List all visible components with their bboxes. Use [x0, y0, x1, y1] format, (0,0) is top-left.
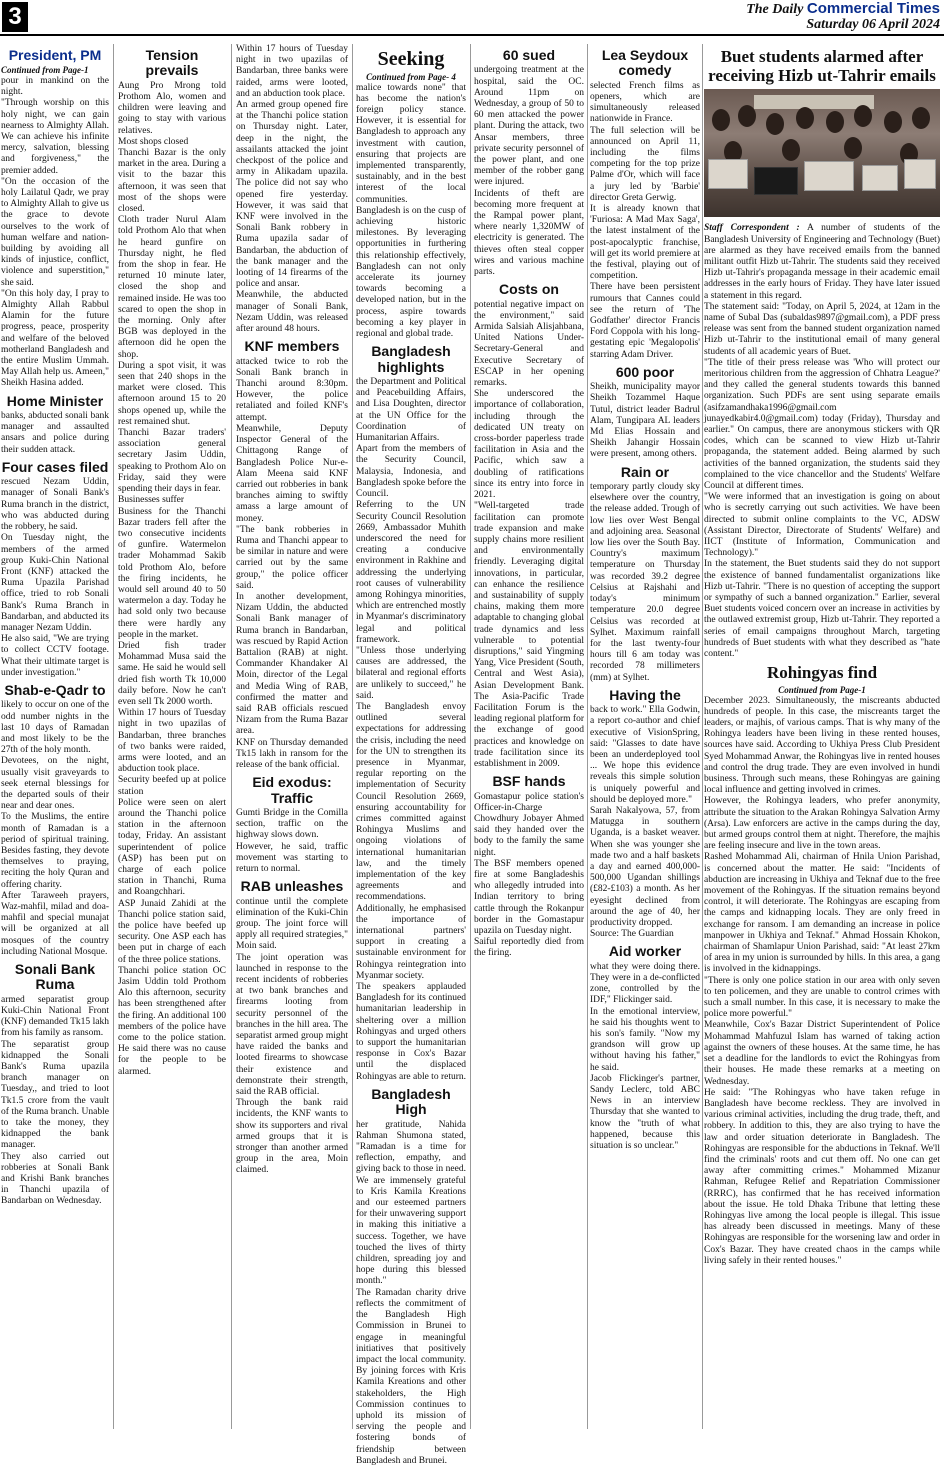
protest-sign	[904, 159, 936, 189]
column-divider	[231, 44, 232, 1429]
article-body: temporary partly cloudy sky elsewhere over the country, the release added. Trough of low lies over West Bengal and adjoining area. Seasonal low lies over the South Bay. Country's maximum temperature on Thursday was recorded 39.2 degree Celsius at Rajshahi and today's minimum temperature 20.0 degree Celsius was recorded at Sylhet. Maximum rainfall for the last twenty-four hours till 6 am today was recorded 78 millimeters (mm) at Sylhet.	[590, 482, 700, 683]
headline-knf-members: KNF members	[244, 338, 340, 355]
headline-sixty-sued: 60 sued	[502, 47, 556, 63]
column-divider	[470, 44, 471, 1429]
column-1	[1, 44, 109, 1429]
headline-sonali-bank-ruma: Sonali Bank Ruma	[14, 961, 96, 993]
protest-sign	[862, 165, 898, 191]
article-body: Sheikh, municipality mayor Sheikh Tozammel Haque Tutul, district leader Badrul Alam, Tungipara AL leaders Md Elias Hossain and Sheikh Jahangir Hossain were present, among others.	[590, 382, 700, 460]
headline-rain-or: Rain or	[620, 463, 670, 480]
article-body: selected French films as openers, which are simultaneously released nationwide in France. The full selection will be announced on April 11, including the films competing for the top prize Palme d'Or, which will face a jury led by 'Barbie' director Greta Gerwig. It is already known that 'Furiosa: A Mad Max Saga', the latest instalment of the post-apocalyptic franchise, will get its world premiere at the festival, playing out of competition. There have been persistent rumours that Cannes could see the return of 'The Godfather' director Francis Ford Coppola with his long-gestating epic 'Megalopolis' starring Adam Driver.	[590, 80, 701, 360]
crowd-figure	[782, 139, 800, 161]
article-body: armed separatist group Kuki-Chin National Front (KNF) demanded Tk15 lakh from his family as ransom. The separatist group kidnapped the Sonali Bank's Ruma upazila branch manager on Tuesday,, and tried to loot Tk1.5 crore from the vault of the Ruma branch. Unable to take the money, they kidnapped the bank manager. They also carried out robberies at Sonali Bank and Krishi Bank branches in Thanchi upazila of Bandarban on Wednesday.	[1, 994, 109, 1207]
protest-sign	[804, 161, 854, 191]
article-body: Gomastapur police station's Officer-in-Charge Chowdhury Jobayer Ahmed said they handed over the body to the family the same night. The BSF members opened fire at some Bangladeshis who allegedly intruded into Indian territory to bring cattle through the Rokanpur border in the Gomastapur upazila on Tuesday night. Saiful reportedly died from the firing.	[474, 791, 584, 959]
headline-home-minister: Home Minister	[6, 392, 104, 409]
article-body: Aung Pro Mrong told Prothom Alo, women and children were leaving and going to stay with various relatives. Most shops closed Thanchi Bazar is the only market in the area. During a visit to the bazar this afternoon, it was seen that most of the shops were closed. Cloth trader Nurul Alam told Prothom Alo that when he heard gunfire on Thursday night, he fled from the shop in fear. He returned 10 minute later, closed the shop and remained inside. He was too scared to open the shop in the morning. Only after BGB was deployed in the afternoon did he open the shop. During a spot visit, it was seen that 240 shops in the market were closed. This afternoon around 15 to 20 shops opened up, while the rest remained shut. Thanchi Bazar traders' association general secretary Jasim Uddin, speaking to Prothom Alo on Friday, said they were spending their days in fear. Businesses suffer Business for the Thanchi Bazar traders fell after the two consecutive incidents of gunfire. Watermelon trader Mohammad Sakib told Prothom Alo, before the firing incidents, he would sell around 40 to 50 watermelon a day. Today he had sold only two because there were hardly any people in the market. Dried fish trader Mohammad Musa said the same. He said he would sell dried fish worth Tk 10,000 daily before. Now he can't even sell Tk 2000 worth. Within 17 hours of Tuesday night in two upazilas of Bandarban, three branches of two banks were raided, arms were looted, and an abduction took place. Security beefed up at police station Police were seen on alert around the Thanchi police station in the afternoon today, Friday. An assistant superintendent of police (ASP) has been put on charge of each police station in Thanchi, Ruma and Roangchhari. ASP Junaid Zahidi at the Thanchi police station said, the police have beefed up security. One ASP each has been put in charge of each of the three police stations. Thanchi police station OC Jasim Uddin told Prothom Alo this afternoon, security has been strengthened after the firing. An additional 100 members of the police have come to the police station. He said there was no cause for the people to be alarmed.	[118, 80, 226, 1077]
headline-bangladesh-high: Bangladesh High	[371, 1085, 451, 1118]
issue-date: Saturday 06 April 2024	[806, 17, 940, 32]
column-7	[704, 44, 940, 1429]
headline-rohingyas: Rohingyas find	[766, 663, 878, 683]
headline-bsf-hands: BSF hands	[492, 773, 566, 790]
page-number: 3	[2, 2, 28, 32]
headline-600-poor: 600 poor	[615, 363, 675, 380]
headline-seeking: Seeking	[377, 48, 445, 70]
article-body: potential negative impact on the environment," said Armida Salsiah Alisjahbana, United Nations Under-Secretary-General and Executive Secretary of ESCAP in her opening remarks. She underscored the importance of collaboration, including through the dedicated UN treaty on cross-border paperless trade facilitation in Asia and the Pacific, which saw a doubling of ratifications since its entry into force in 2021. "Well-targeted trade facilitation can promote trade expansion and make supply chains more resilient and environmentally friendly. Leveraging digital innovations, in particular, can enhance the resilience and sustainability of supply chains, making them more adaptable to changing global trade dynamics and less vulnerable to potential disruptions," said Yingming Yang, Vice President (South, Central and West Asia), Asian Development Bank. The Asia-Pacific Trade Facilitation Forum is the leading regional platform for the exchange of good practices and knowledge on trade facilitation since its establishment in 2009.	[474, 299, 585, 769]
headline-shab-e-qadr: Shab-e-Qadr to	[4, 681, 106, 698]
crowd-figure	[854, 105, 872, 127]
paper-title: Commercial Times	[806, 0, 940, 17]
continued-note: Continued from Page-1	[778, 684, 866, 695]
continued-note: Continued from Page-1	[1, 65, 89, 76]
article-body: December 2023. Simultaneously, the miscreants abducted hundreds of people. In this case, the miscreants target the leaders, or majhis, of various camps. That is why many of the Rohingya leaders have been living in these rented houses, sources have said. According to Ukhiya Press Club President Syed Mohammad Anwar, the Rohingyas live in rented houses and control the drug trade. They are even involved in hundi business. Through such means, these Rohingyas are gaining local influence and getting involved in crimes. However, the Rohingya leaders, who prefer anonymity, attribute the situation to the Arakan Rohingya Salvation Army (Arsa). Law enforcers are active in the camps during the day, but armed groups control them at night. Therefore, the majhis are feeling insecure and live in the town areas. Rashed Mohammad Ali, chairman of Hnila Union Parishad, is concerned about the matter. He said: "Incidents of abduction are increasing in Ukhiya and Teknaf due to the free movement of the Rohingyas. If the situation remains beyond control, it will deteriorate. The Rohingyas are escaping from the camps and kidnapping locals. They are only freed in exchange for ransom. I am demanding an increase in police manpower in Ukhiya and Teknaf." Ahmad Hossain Khokon, chairman of Shamlapur Union Parishad, said: "At least 27km of area in my union is surrounded by hills. In this area, a gang is involved in the kidnappings. "There is only one police station in our area with only seven to ten policemen, and they are unable to control crimes with such a small number. In this case, it is necessary to make the police more powerful." Meanwhile, Cox's Bazar District Superintendent of Police Mohammad Mahfuzul Islam has warned of taking action against the owners of these houses. At the same time, he has set a deadline for the landlords to evict the Rohingyas from their houses. He made these remarks at a meeting on Wednesday. He said: "The Rohingyas who have taken refuge in Bangladesh have become reckless. They are involved in various criminal activities, including the drug trade, theft, and robbery. In addition to this, they are also trying to have the law and order situation deteriorate in Bangladesh. The Rohingyas are responsible for the abductions in Teknaf. We'll find the criminals' roots and cut them off. No one can get away after committing crimes." Mohammed Mizanur Rahman, Refugee Relief and Repatriation Commissioner (RRRC), has confirmed that he has received information about the issue. He told Dhaka Tribune that letting these Rohingyas live among the local people is illegal. This issue has already been discussed in meetings. Many of these Rohingyas are responsible for the worsening law and order in Cox's Bazar. They have created chaos in the camps while living safely in their rented houses."	[704, 695, 940, 1266]
headline-president: President, PM	[8, 47, 102, 63]
article-body: the Department and Political and Peacebuilding Affairs, and Lisa Doughten, director at the UN Office for the Coordination of Humanitarian Affairs. Apart from the members of the Security Council, Malaysia, Indonesia, and Bangladesh spoke before the Council. Referring to the UN Security Council Resolution 2669, Ambassador Muhith underscored the need for creating a conducive environment in Rakhine and addressing the underlying root causes of vulnerability among Rohingya minorities, which are entrenched mostly in Myanmar's discriminatory legal and political framework. "Unless those underlying causes are addressed, the bilateral and regional efforts are unlikely to succeed," he said. The Bangladesh envoy outlined several expectations for addressing the crisis, including the need for the UN to strengthen its presence in Myanmar, regular reporting on the implementation of Security Council Resolution 2669, ensuring accountability for crimes committed against Rohingya Muslims and ongoing violations of international humanitarian law, and the timely implementation of the key agreements and recommendations. Additionally, he emphasised the importance of international partners' support in creating a sustainable environment for Rohingya reintegration into Myanmar society. The speakers applauded Bangladesh for its continued humanitarian leadership in sheltering over a million Rohingyas and urged others to support the humanitarian response in Cox's Bazar until the displaced Rohingyas are able to return.	[356, 377, 467, 1082]
article-body: rescued Nezam Uddin, manager of Sonali Bank's Ruma branch in the district, who was abducted during the robbery, he said. On Tuesday night, the members of the armed group Kuki-Chin National Front (KNF) attacked the Ruma Upazila Parishad office, tried to rob Sonali Bank's Ruma Branch in Bandarban, and abducted its manager Nezam Uddin. He also said, "We are trying to collect CCTV footage. What their ultimate target is under investigation."	[1, 477, 109, 678]
article-body: Gumti Bridge in the Comilla section, traffic on the highway slows down. However, he said, traffic movement was starting to return to normal.	[236, 807, 348, 874]
headline-buet: Buet students alarmed after receiving Hizb ut-Tahrir emails	[708, 47, 936, 85]
article-body: back to work." Ella Godwin, a report co-author and chief executive of VisionSpring, said: "Glasses to date have been an underdeployed tool ... We hope this evidence reveals this simple solution is uniquely powerful and should be deployed more." Sarah Nakalyowa, 57, from Matugga in southern Uganda, is a basket weaver. When she was younger she made two and a half baskets a day and earned 400,000-500,000 Ugandan shillings (£82-£103) a month. As her eyesight declined from around the age of 40, her productivity dropped. Source: The Guardian	[590, 705, 700, 940]
headline-tension-prevails: Tension prevails	[145, 47, 199, 79]
continued-note: Continued from Page- 4	[366, 72, 456, 82]
headline-having-the: Having the	[609, 686, 681, 703]
crowd-figure	[796, 107, 814, 129]
article-body: what they were doing there. They were in a de-conflicted zone, controlled by the IDF," Flickinger said. In the emotional interview, he said his thoughts went to his son's family. "Now my grandson will grow up without having his father," he said. Jacob Flickinger's partner, Sandy Leclerc, told ABC News in an interview Thursday that she wanted to know the "truth of what happened, because this situation is so unclear."	[590, 961, 700, 1152]
article-lead-text: A number of students of the Bangladesh University of Engineering and Technology (Buet) are alarmed as they have received emails from the banned militant outfit Hizb ut-Tahrir. The students said they received Hizb ut-Tahrir's propaganda message in their academic email addresses in the early hours of Friday. They have later issued a statement in this regard.	[704, 223, 941, 301]
article-lead	[704, 223, 940, 301]
headline-aid-worker: Aid worker	[608, 943, 682, 960]
column-2	[118, 44, 226, 1429]
crowd-figure	[738, 105, 756, 127]
article-body: continue until the complete elimination of the Kuki-Chin group. The joint force will apply all required strategies," Moin said. The joint operation was launched in response to the recent incidents of robberies at two bank branches and firearms looting from security personnel of the branches in the hill area. The separatist armed group might have raided the banks and looted firearms to showcase their existence and demonstrate their strength, said the RAB official. Through the bank raid incidents, the KNF wants to show its supporters and rival armed groups that it is stronger than another armed group in the area, Moin claimed.	[236, 896, 348, 1176]
headline-four-cases: Four cases filed	[1, 458, 109, 475]
headline-eid-exodus: Eid exodus: Traffic	[252, 774, 332, 806]
article-body: attacked twice to rob the Sonali Bank branch in Thanchi around 8:30pm. However, the police retaliated and foiled KNF's attempt. Meanwhile, Deputy Inspector General of the Chittagong Range of Bangladesh Police Nur-e-Alam Meena said KNF carried out robberies in bank branches aiming to swiftly amass a large amount of money. "The bank robberies in Ruma and Thanchi appear to be similar in nature and were carried out by the same group," the police officer said. In another development, Nizam Uddin, the abducted Sonali Bank manager of Ruma branch in Bandarban, was rescued by Rapid Action Battalion (RAB) at night. Commander Khandaker Al Moin, director of the Legal and Media Wing of RAB, confirmed the matter and said RAB officials rescued Nizam from the Ruma Bazar area. KNF on Thursday demanded Tk15 lakh in ransom for the release of the bank official.	[236, 356, 348, 770]
crowd-figure	[826, 111, 844, 133]
masthead	[0, 0, 944, 36]
crowd-figure	[912, 107, 930, 129]
column-divider	[113, 44, 114, 1429]
byline: Staff Correspondent :	[704, 223, 800, 234]
paper-prefix: The Daily	[746, 2, 804, 17]
column-6	[590, 44, 700, 1429]
paper-name	[746, 0, 940, 18]
column-divider	[702, 44, 703, 1429]
article-body: The statement said: "Today, on April 5, 2024, at 12am in the name of Subal Das (subaldas9897@gmail.com), a PDF press release was sent from the banned student organization named Hizb ut-Tahrir to the institutional email of many general students of all academic years of Buet. "The title of their press release was 'Who will protect our meritorious children from the aggression of Chhatra League?' and they called the general students towards this banned organization. Such PDFs are sent using separate emails (asifzamandhaka1996@gmail.com junayedkabir4.0@gmail.com) today (Friday), Thursday and earlier." On campus, there are anonymous stickers with QR codes, which can be scanned to view Hizb ut-Tahrir propaganda, the statement added. Being alarmed by such activities of the banned organization, the students said they complained to the vice chancellor and the Students' Welfare Council at different times. "We were informed that an investigation is going on about who is secretly carrying out such activities. We have been directed to submit online complaints to the VC, ADSW (Assistant Director, Directorate of Students' Welfare) and IICT (Institute of Information, Communication and Technology)." In the statement, the Buet students said they do not support the existence of banned fundamentalist organizations like Hizb ut-Tahrir. "There is no question of accepting the support or sympathy of such a banned organization." Earlier, several Buet students voiced concern over an increase in activities by the outlawed extremist group, Hizb ut-Tahrir. They reported a series of email campaigns throughout March, targeting hundreds of Buet students with what they described as "hate content."	[704, 301, 940, 660]
article-body: Within 17 hours of Tuesday night in two upazilas of Bandarban, three banks were raided, arms were looted, and an abduction took place. An armed group opened fire at the Thanchi police station on Thursday night. Later, deep in the night, the assailants attacked the joint checkpost of the police and army in Alikadam upazila. The police did not say who opened fire yesterday. However, it was said that KNF were involved in the Sonali Bank robbery in Ruma upazila sadar of Bandarban, the abduction of the bank manager and the looting of 14 firearms of the police and ansar. Meanwhile, the abducted manager of Sonali Bank, Nezam Uddin, was released after around 48 hours.	[236, 44, 348, 335]
crowd-figure	[766, 113, 784, 135]
article-body: likely to occur on one of the odd number nights in the last 10 days of Ramadan and most likely to be the 27th of the holy month. Devotees, on the night, usually visit graveyards to seek eternal blessings for the departed souls of their near and dear ones. To the Muslims, the entire month of Ramadan is a period of spiritual training. Besides fasting, they devote themselves to praying, reciting the holy Quran and offering charity. After Taraweeh prayers, Waz-mahfil, milad and doa-mahfil and special munajat will be organized at all mosques of the country including National Mosque.	[1, 700, 109, 957]
protest-sign	[754, 167, 798, 195]
article-body: her gratitude, Nahida Rahman Shumona stated, "Ramadan is a time for reflection, empathy, and giving back to those in need. We are immensely grateful to Kris Kamila Kreations and our esteemed partners for their unwavering support in making this initiative a success. Together, we have touched the lives of thirty children, spreading joy and hope during this blessed month." The Ramadan charity drive reflects the commitment of the Bangladesh High Commission in Brunei to engage in meaningful initiatives that positively impact the local community. By joining forces with Kris Kamila Kreations and other stakeholders, the High Commission continues to uphold its mission of serving the people and fostering bonds of friendship between Bangladesh and Brunei.	[356, 1119, 466, 1466]
column-divider	[352, 44, 353, 1429]
column-3	[236, 44, 348, 1429]
headline-lea-seydoux: Lea Seydoux comedy	[601, 47, 689, 79]
protest-sign	[708, 159, 748, 189]
headline-rab-unleashes: RAB unleashes	[240, 878, 344, 895]
column-5	[474, 44, 584, 1429]
article-body: undergoing treatment at the hospital, said the OC. Around 11pm on Wednesday, a group of 50 to 60 men attacked the power plant. During the attack, two Ansar members, three private security personnel of the power plant, and one member of the robber gang were injured. Incidents of theft are becoming more frequent at the Rampal power plant, where nearly 1,320MW of electricity is generated. The thieves often steal copper wires and various machine parts.	[474, 65, 584, 278]
crowd-figure	[712, 109, 730, 131]
column-4	[356, 44, 467, 1466]
article-body: pour in mankind on the night. "Through worship on this holy night, we can gain nearness to Almighty Allah. We can achieve his infinite mercy, salvation, blessing and forgiveness," the premier added. "On the occasion of the holy Lailatul Qadr, we pray to Almighty Allah to give us the grace to devote ourselves to the work of human welfare and nation-building by avoiding all kinds of injustice, conflict, violence and superstition," she said. "On this holy day, I pray to Almighty Allah Rabbul Alamin for the future progress, peace, prosperity and welfare of the beloved motherland Bangladesh and the entire Muslim Ummah. May Allah help us. Ameen," Sheikh Hasina added.	[1, 76, 109, 389]
protest-photo	[704, 89, 940, 217]
article-body: banks, abducted sonali bank manager and assaulted ansars and police during their sudden attack.	[1, 411, 109, 455]
column-divider	[587, 44, 588, 1429]
crowd-figure	[844, 137, 862, 159]
article-body: malice towards none" that has become the nation's foreign policy stance. However, it is essential for Bangladesh to approach any investment with caution, ensuring that projects are implemented transparently, sustainably, and in the best interest of the local communities. Bangladesh is on the cusp of achieving historic milestones. By leveraging opportunities in furthering this relationship effectively, Bangladesh can not only accelerate its journey towards becoming a developed nation, but in the process, aspire towards becoming a key player in regional and global trade.	[356, 82, 466, 340]
headline-bangladesh-highlights: Bangladesh highlights	[371, 343, 451, 375]
crowd-figure	[884, 111, 902, 133]
headline-costs-on: Costs on	[499, 281, 559, 298]
